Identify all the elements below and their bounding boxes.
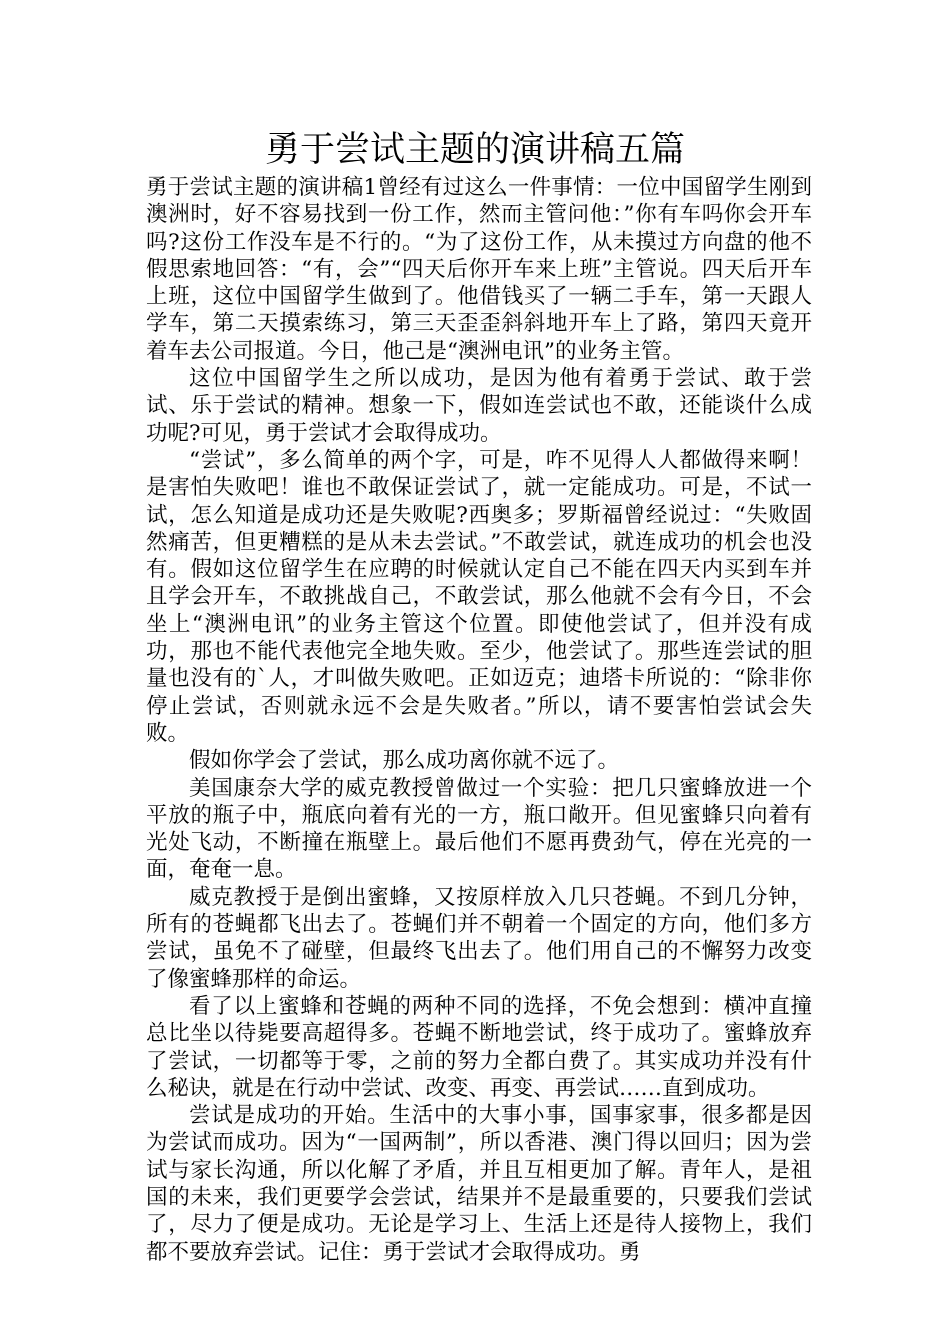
paragraph-8: 尝试是成功的开始。生活中的大事小事，国事家事，很多都是因为尝试而成功。因为“一国两制”，所以香港、澳门得以回归；因为尝试与家长沟通，所以化解了矛盾，并且互相更加了解。青年人，是祖国的未来，我们更要学会尝试，结果并不是最重要的，只要我们尝试了，尽力了便是成功。无论是学习上、生活上还是待人接物上，我们都不要放弃尝试。记住：勇于尝试才会取得成功。勇 <box>146 1103 812 1265</box>
paragraph-2: 这位中国留学生之所以成功，是因为他有着勇于尝试、敢于尝试、乐于尝试的精神。想象一下，假如连尝试也不敢，还能谈什么成功呢?可见，勇于尝试才会取得成功。 <box>146 366 812 446</box>
paragraph-6: 威克教授于是倒出蜜蜂，又按原样放入几只苍蝇。不到几分钟，所有的苍蝇都飞出去了。苍蝇们并不朝着一个固定的方向，他们多方尝试，虽免不了碰壁，但最终飞出去了。他们用自己的不懈努力改变了像蜜蜂那样的命运。 <box>146 884 812 992</box>
paragraph-3: “尝试”，多么简单的两个字，可是，咋不见得人人都做得来啊！是害怕失败吧！谁也不敢保证尝试了，就一定能成功。可是，不试一试，怎么知道是成功还是失败呢?西奥多；罗斯福曾经说过：“失败固然痛苦，但更糟糕的是从未去尝试。”不敢尝试，就连成功的机会也没有。假如这位留学生在应聘的时候就认定自己不能在四天内买到车并且学会开车，不敢挑战自己，不敢尝试，那么他就不会有今日，不会坐上“澳洲电讯”的业务主管这个位置。即使他尝试了，但并没有成功，那也不能代表他完全地失败。至少，他尝试了。那些连尝试的胆量也没有的`人，才叫做失败吧。正如迈克；迪塔卡所说的：“除非你停止尝试，否则就永远不会是失败者。”所以，请不要害怕尝试会失败。 <box>146 447 812 746</box>
document-body <box>146 174 812 1266</box>
document-title: 勇于尝试主题的演讲稿五篇 <box>264 130 685 170</box>
paragraph-5: 美国康奈大学的威克教授曾做过一个实验：把几只蜜蜂放进一个平放的瓶子中，瓶底向着有光的一方，瓶口敞开。但见蜜蜂只向着有光处飞动，不断撞在瓶壁上。最后他们不愿再费劲气，停在光亮的一面，奄奄一息。 <box>146 775 812 883</box>
paragraph-4: 假如你学会了尝试，那么成功离你就不远了。 <box>189 748 620 774</box>
paragraph-1: 勇于尝试主题的演讲稿1曾经有过这么一件事情：一位中国留学生刚到澳洲时，好不容易找到一份工作，然而主管问他：”你有车吗你会开车吗?这份工作没车是不行的。“为了这份工作，从未摸过方向盘的他不假思索地回答：“有，会”“四天后你开车来上班”主管说。四天后开车上班，这位中国留学生做到了。他借钱买了一辆二手车，第一天跟人学车，第二天摸索练习，第三天歪歪斜斜地开车上了路，第四天竟开着车去公司报道。今日，他己是“澳洲电讯”的业务主管。 <box>146 175 812 364</box>
paragraph-7: 看了以上蜜蜂和苍蝇的两种不同的选择，不免会想到：横冲直撞总比坐以待毙要高超得多。苍蝇不断地尝试，终于成功了。蜜蜂放弃了尝试，一切都等于零，之前的努力全都白费了。其实成功并没有什么秘诀，就是在行动中尝试、改变、再变、再尝试……直到成功。 <box>146 993 812 1101</box>
